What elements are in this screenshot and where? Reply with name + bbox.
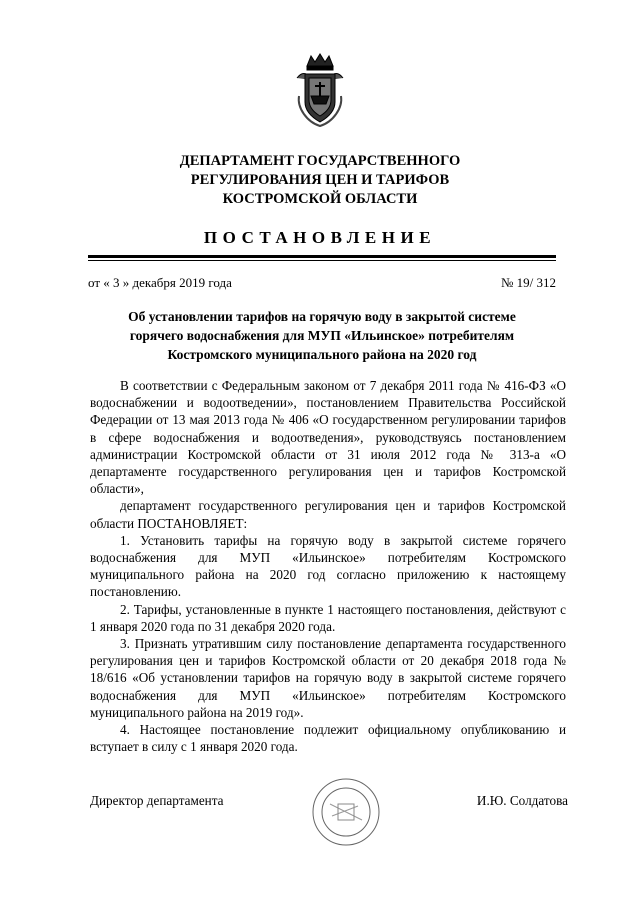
date-number-line (88, 275, 556, 291)
header-rule-thick (88, 255, 556, 258)
official-stamp (310, 776, 382, 848)
document-body (90, 377, 566, 755)
department-line-3: КОСТРОМСКОЙ ОБЛАСТИ (222, 191, 418, 207)
department-header (0, 152, 640, 209)
document-type-heading: ПОСТАНОВЛЕНИЕ (203, 228, 437, 247)
body-paragraph-item-2: 2. Тарифы, установленные в пункте 1 настоящего постановления, действуют с 1 января 2020 года по 31 декабря 2020 года. (90, 601, 566, 634)
body-paragraph-item-1: 1. Установить тарифы на горячую воду в закрытой системе горячего водоснабжения для МУП «Ильинское» потребителям Костромского муниципального района на 2020 год согласно приложению к настоящему постановлению. (90, 532, 566, 600)
body-paragraph-preamble: В соответствии с Федеральным законом от 7 декабря 2011 года № 416-ФЗ «О водоснабжении и водоотведении», постановлением Правительства Российской Федерации от 13 мая 2013 года № 406 «О государственном регулировании тарифов в сфере водоснабжения и водоотведения», руководствуясь постановлением администрации Костромской области от 31 июля 2012 года № 313-а «О департаменте государственного регулирования цен и тарифов Костромской области», (90, 378, 566, 497)
department-line-2: РЕГУЛИРОВАНИЯ ЦЕН И ТАРИФОВ (190, 172, 450, 188)
department-line-1: ДЕПАРТАМЕНТ ГОСУДАРСТВЕННОГО (179, 153, 461, 169)
document-title (90, 307, 554, 364)
body-paragraph-item-3: 3. Признать утратившим силу постановление департамента государственного регулирования цен и тарифов Костромской области от 20 декабря 2018 года № 18/616 «Об установлении тарифов на горячую воду в закрытой системе горячего водоснабжения для МУП «Ильинское» потребителям Костромского муниципального района на 2019 год». (90, 636, 566, 720)
signatory-name: И.Ю. Солдатова (476, 793, 568, 808)
title-line-3: Костромского муниципального района на 2020 год (167, 347, 477, 362)
signature-block (90, 793, 568, 809)
header-rule-thin (88, 260, 556, 261)
document-date: от « 3 » декабря 2019 года (88, 275, 232, 290)
document-number: № 19/ 312 (500, 275, 556, 290)
signatory-position: Директор департамента (90, 793, 224, 808)
coat-of-arms-emblem (293, 52, 347, 130)
body-paragraph-item-4: 4. Настоящее постановление подлежит официальному опубликованию и вступает в силу с 1 января 2020 года. (90, 722, 566, 755)
body-paragraph-resolves: департамент государственного регулирования цен и тарифов Костромской области ПОСТАНОВЛЯЕТ: (90, 498, 566, 531)
title-line-1: Об установлении тарифов на горячую воду в закрытой системе (128, 309, 516, 324)
title-line-2: горячего водоснабжения для МУП «Ильинское» потребителям (129, 328, 515, 343)
